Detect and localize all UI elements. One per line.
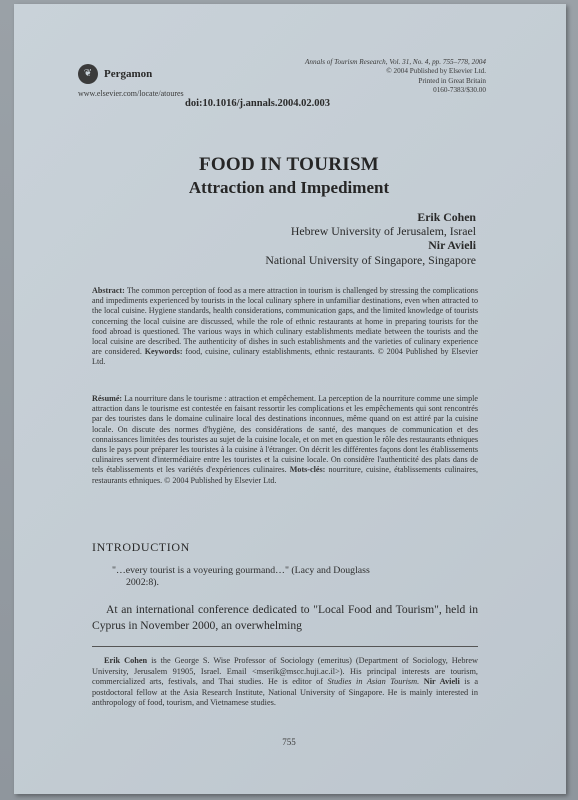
abstract [92, 286, 478, 368]
author-block [265, 210, 476, 267]
keywords-text: food, cuisine, culinary establishments, ethnic restaurants. © 2004 Published by Elsevier Ltd. [92, 347, 478, 367]
bio-text: is the George S. Wise Professor of Sociology (emeritus) (Department of Sociology, Hebrew University, Jerusalem 91905, Israel. Email <mserik@mscc.huji.ac.il>). His principal interests are tourism, commercialized arts, festivals, and Thai studies. He is editor of [92, 656, 478, 687]
bio-name: Nir Avieli [423, 677, 460, 687]
bio-name: Erik Cohen [104, 656, 148, 665]
journal-line: 0160-7383/$30.00 [433, 86, 486, 95]
mots-cles-label: Mots-clés: [289, 465, 326, 475]
journal-url: www.elsevier.com/locate/atoures [78, 89, 184, 98]
resume-label: Résumé: [92, 394, 123, 403]
epigraph [112, 565, 478, 590]
author-affiliation: National University of Singapore, Singapore [265, 252, 476, 267]
abstract-text: The common perception of food as a mere attraction in tourism is challenged by stressing the complications and impediments experienced by tourists in the local culinary sphere in unfamiliar destinations, even when attracted to the local cuisine. Hygiene standards, health considerations, communication gaps, and the limited knowledge of tourists concerning the local cuisine are discussed, while the role of ethnic restaurants at home in preparing tourists for the food abroad is questioned. The various ways in which culinary establishments mediate between the tourists and the local cuisine are described. The authenticity of dishes in such establishments and the varieties of culinary experience are considered. [92, 286, 478, 357]
journal-line: Printed in Great Britain [418, 76, 486, 85]
author-name: Erik Cohen [417, 210, 476, 224]
journal-line: © 2004 Published by Elsevier Ltd. [386, 67, 486, 76]
journal-citation [256, 58, 486, 96]
footnote-divider [92, 646, 478, 647]
resume [92, 394, 478, 486]
epigraph-line: 2002:8). [126, 577, 159, 589]
journal-line: Annals of Tourism Research, Vol. 31, No. 4, pp. 755–778, 2004 [305, 58, 486, 66]
abstract-label: Abstract: [92, 286, 125, 295]
author-affiliation: Hebrew University of Jerusalem, Israel [290, 224, 476, 239]
mots-cles-text: nourriture, cuisine, établissements culinaires, restaurants ethniques. © 2004 Published by Elsevier Ltd. [92, 465, 478, 485]
page-number: 755 [282, 737, 296, 747]
elsevier-tree-logo-icon: ❦ [78, 64, 98, 84]
bio-book-title: Studies in Asian Tourism. [327, 677, 420, 687]
author-bio [92, 656, 478, 709]
bio-text: is a postdoctoral fellow at the Asia Research Institute, National University of Singapore. He is mainly interested in anthropology of food, tourism, and Vietnamese studies. [92, 677, 479, 708]
article-title: FOOD IN TOURISM [198, 154, 380, 175]
publisher-name: Pergamon [104, 68, 153, 80]
keywords-label: Keywords: [144, 347, 183, 357]
epigraph-line: "…every tourist is a voyeuring gourmand…" (Lacy and Douglass [112, 565, 370, 576]
resume-text: La nourriture dans le tourisme : attraction et empêchement. La perception de la nourriture comme une simple attraction dans le tourisme est contestée en faisant ressortir les complications et les empêchements qui sont rencontrés par des touristes dans le domaine culinaire local des destinations inconnues, même quand on est attiré par la cuisine locale. On discute des normes d'hygiène, des considérations de santé, des manques de communication et des connaissances limitées des touristes au sujet de la cuisine locale, et on met en question le rôle des restaurants ethniques dans le pays pour préparer les touristes à la cuisine à l'étranger. On décrit les différentes façons dont les établissements culinaires servent d'intermédiaire entre les touristes et la cuisine locale. On considère l'authenticité des plats dans de tels établissements et les variétés d'expériences culinaires. [92, 394, 478, 475]
body-paragraph: At an international conference dedicated to "Local Food and Tourism", held in Cyprus in November 2000, an overwhelming [92, 603, 478, 632]
section-heading: INTRODUCTION [92, 540, 190, 554]
author-name: Nir Avieli [428, 238, 476, 253]
doi: doi:10.1016/j.annals.2004.02.003 [185, 98, 330, 109]
article-subtitle: Attraction and Impediment [188, 178, 390, 197]
